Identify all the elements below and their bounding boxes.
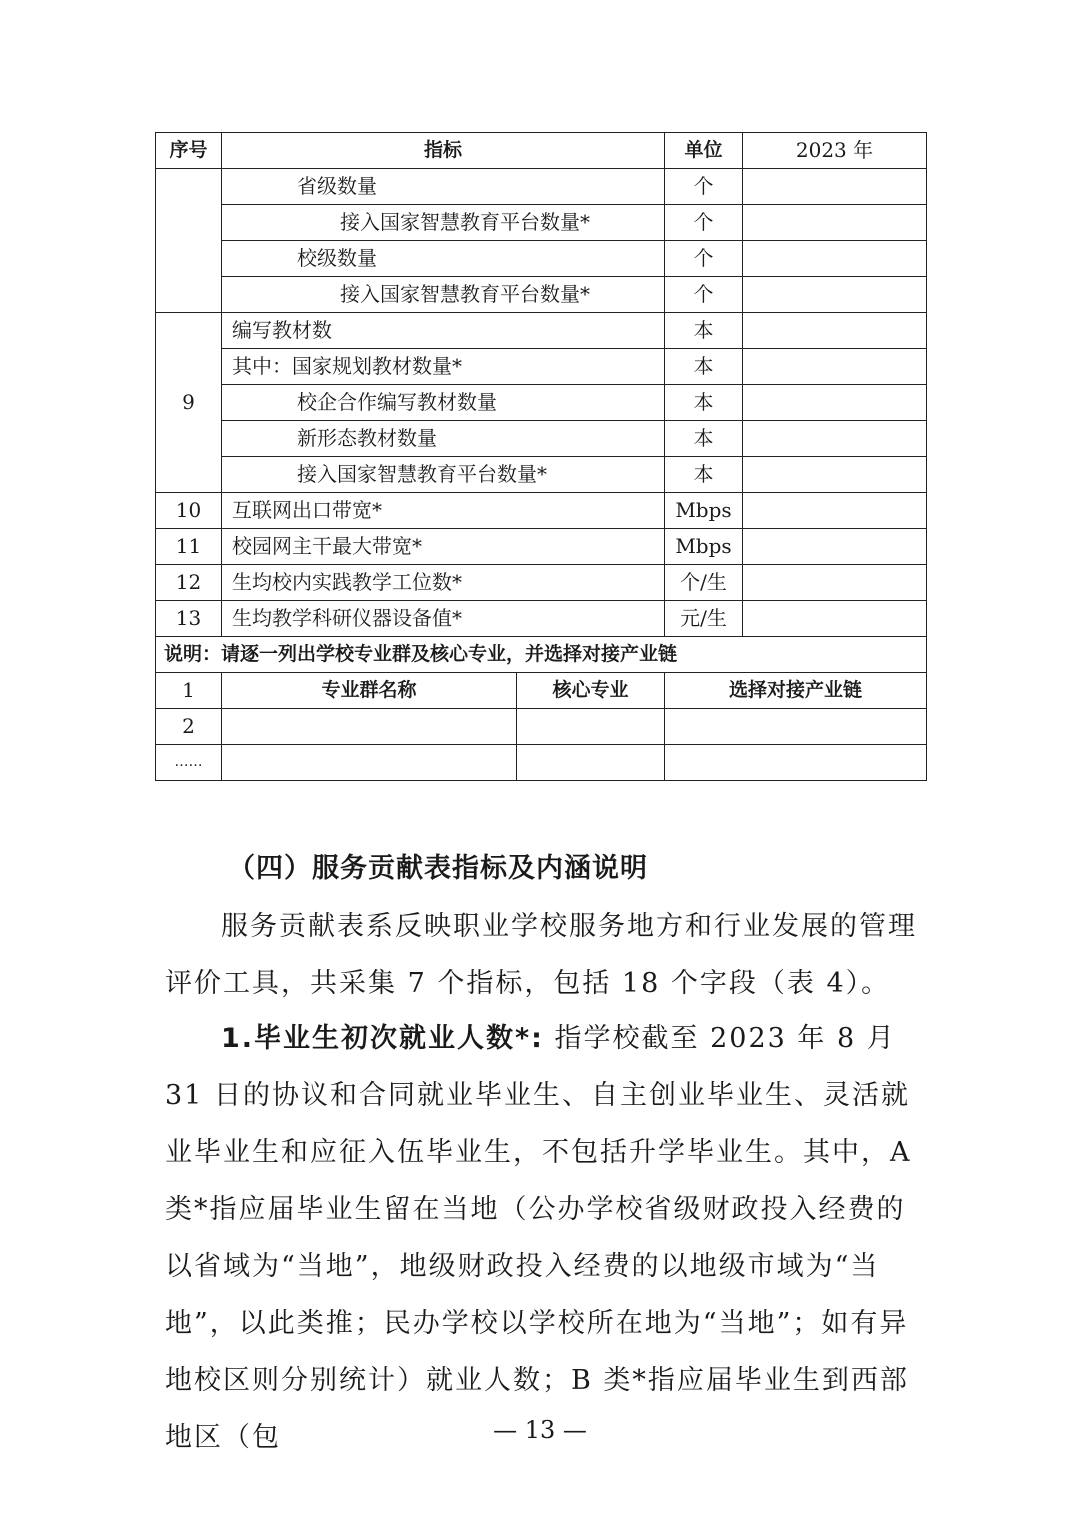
seq-cell-empty	[156, 169, 222, 313]
paragraph-intro-text: 服务贡献表系反映职业学校服务地方和行业发展的管理评价工具，共采集 7 个指标，包括 18 个字段（表 4）。	[165, 911, 917, 999]
indicator-definition: 指学校截至 2023 年 8 月 31 日的协议和合同就业毕业生、自主创业毕业生、灵活就业毕业生和应征入伍毕业生，不包括升学毕业生。其中，A 类*指应届毕业生留在当地（公办学校省级财政投入经费的以省域为“当地”，地级财政投入经费的以地级市域为“当地”，以此类推；民办学校以学校所在地为“当地”；如有异地校区则分别统计）就业人数；B 类*指应届毕业生到西部地区（包	[165, 1023, 912, 1453]
table-row	[156, 385, 927, 421]
unit-cell: 本	[665, 349, 743, 385]
sub-header-chain: 选择对接产业链	[665, 673, 927, 709]
indicator-cell: 接入国家智慧教育平台数量*	[222, 457, 665, 493]
chain-cell[interactable]	[665, 745, 927, 781]
sub-seq: ……	[156, 745, 222, 781]
indicator-cell: 省级数量	[222, 169, 665, 205]
unit-cell: 个	[665, 169, 743, 205]
unit-cell: 元/生	[665, 601, 743, 637]
seq-cell: 11	[156, 529, 222, 565]
paragraph-intro	[165, 898, 917, 1012]
unit-cell: 个	[665, 277, 743, 313]
header-unit: 单位	[665, 133, 743, 169]
value-cell[interactable]	[743, 241, 927, 277]
seq-cell: 12	[156, 565, 222, 601]
value-cell[interactable]	[743, 385, 927, 421]
table-row	[156, 313, 927, 349]
value-cell[interactable]	[743, 565, 927, 601]
indicator-cell: 校级数量	[222, 241, 665, 277]
unit-cell: 本	[665, 457, 743, 493]
sub-seq: 1	[156, 673, 222, 709]
value-cell[interactable]	[743, 349, 927, 385]
value-cell[interactable]	[743, 421, 927, 457]
group-name-cell[interactable]	[222, 745, 517, 781]
section-heading: （四）服务贡献表指标及内涵说明	[228, 853, 648, 884]
core-major-cell[interactable]	[517, 745, 665, 781]
unit-cell: 本	[665, 421, 743, 457]
indicator-cell: 其中：国家规划教材数量*	[222, 349, 665, 385]
value-cell[interactable]	[743, 277, 927, 313]
seq-cell: 13	[156, 601, 222, 637]
header-seq: 序号	[156, 133, 222, 169]
paragraph-graduates	[165, 1010, 917, 1466]
table-row	[156, 241, 927, 277]
indicator-cell: 生均校内实践教学工位数*	[222, 565, 665, 601]
table-row	[156, 205, 927, 241]
indicator-term: 1.毕业生初次就业人数*:	[221, 1023, 544, 1054]
chain-cell[interactable]	[665, 709, 927, 745]
seq-cell: 10	[156, 493, 222, 529]
table-row	[156, 421, 927, 457]
indicator-cell: 新形态教材数量	[222, 421, 665, 457]
value-cell[interactable]	[743, 205, 927, 241]
seq-cell: 9	[156, 313, 222, 493]
value-cell[interactable]	[743, 493, 927, 529]
unit-cell: 本	[665, 385, 743, 421]
page-number: — 13 —	[493, 1416, 587, 1444]
table-note: 说明：请逐一列出学校专业群及核心专业，并选择对接产业链	[156, 637, 927, 673]
sub-header-core: 核心专业	[517, 673, 665, 709]
table-row	[156, 745, 927, 781]
indicator-cell: 编写教材数	[222, 313, 665, 349]
value-cell[interactable]	[743, 169, 927, 205]
sub-seq: 2	[156, 709, 222, 745]
group-name-cell[interactable]	[222, 709, 517, 745]
indicator-cell: 校企合作编写教材数量	[222, 385, 665, 421]
unit-cell: 个	[665, 241, 743, 277]
indicator-table	[155, 132, 927, 781]
header-year: 2023 年	[743, 133, 927, 169]
indicator-cell: 互联网出口带宽*	[222, 493, 665, 529]
table-row	[156, 277, 927, 313]
table-row	[156, 601, 927, 637]
table-header-row	[156, 133, 927, 169]
header-indicator: 指标	[222, 133, 665, 169]
value-cell[interactable]	[743, 313, 927, 349]
unit-cell: Mbps	[665, 493, 743, 529]
table-row	[156, 709, 927, 745]
unit-cell: Mbps	[665, 529, 743, 565]
table-row	[156, 565, 927, 601]
indicator-cell: 校园网主干最大带宽*	[222, 529, 665, 565]
table-row	[156, 529, 927, 565]
value-cell[interactable]	[743, 601, 927, 637]
sub-header-group: 专业群名称	[222, 673, 517, 709]
note-row	[156, 637, 927, 673]
unit-cell: 个	[665, 205, 743, 241]
table-row	[156, 349, 927, 385]
value-cell[interactable]	[743, 529, 927, 565]
sub-header-row	[156, 673, 927, 709]
table-row	[156, 457, 927, 493]
table-row	[156, 493, 927, 529]
unit-cell: 本	[665, 313, 743, 349]
core-major-cell[interactable]	[517, 709, 665, 745]
unit-cell: 个/生	[665, 565, 743, 601]
table-row	[156, 169, 927, 205]
indicator-cell: 接入国家智慧教育平台数量*	[222, 205, 665, 241]
indicator-cell: 接入国家智慧教育平台数量*	[222, 277, 665, 313]
value-cell[interactable]	[743, 457, 927, 493]
indicator-cell: 生均教学科研仪器设备值*	[222, 601, 665, 637]
